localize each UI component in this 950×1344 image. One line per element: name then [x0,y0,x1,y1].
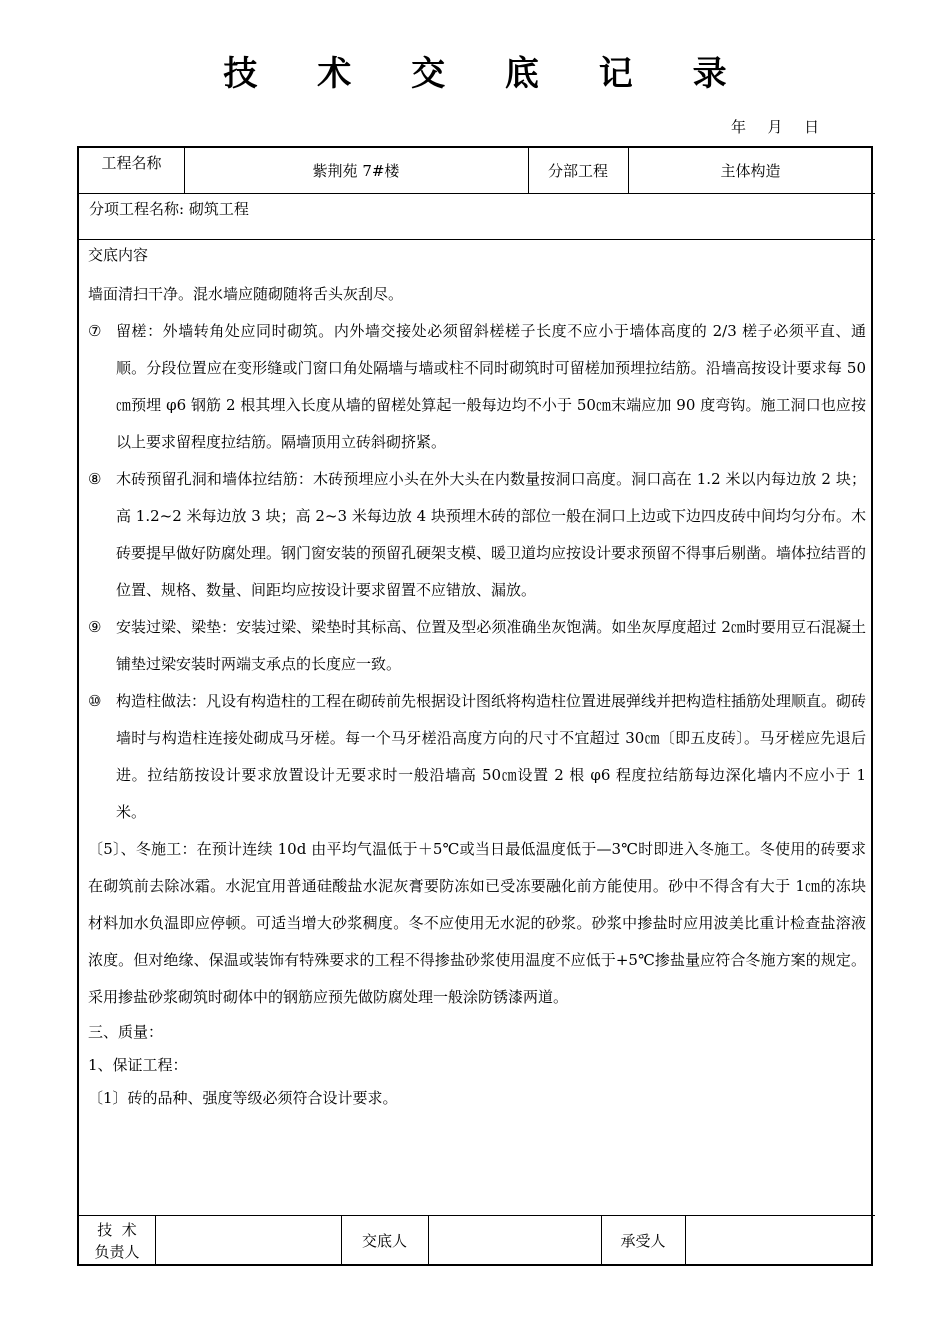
item-number: ⑦ [88,322,102,340]
list-item [88,313,866,461]
item-number: ⑧ [88,470,102,488]
tech-lead-signature[interactable] [155,1216,341,1266]
subitem-name: 分项工程名称: 砌筑工程 [89,200,249,218]
winter-construction: 〔5〕、冬施工：在预计连续 10d 由平均气温低于＋5℃或当日最低温度低于—3℃时即进入冬施工。冬使用的砖要求在砌筑前去除冰霜。水泥宜用普通硅酸盐水泥灰膏要防冻如已受冻要融化前方能使用。砂中不得含有大于 1㎝的冻块材料加水负温即应停顿。可适当增大砂浆稠度。冬不应使用无水泥的砂浆。砂浆中掺盐时应用波美比重计检查盐溶液浓度。但对绝缘、保温或装饰有特殊要求的工程不得掺盐砂浆使用温度不应低于+5℃掺盐量应符合冬施方案的规定。采用掺盐砂浆砌筑时砌体中的钢筋应预先做防腐处理一般涂防锈漆两道。 [88,840,866,1006]
project-name-value: 紫荆苑 7#楼 [312,162,400,180]
guarantee-heading: 1、保证工程： [88,1056,188,1074]
receiver-label: 承受人 [620,1232,666,1250]
content-area [88,242,866,1115]
content-intro: 墙面清扫干净。混水墙应随砌随将舌头灰刮尽。 [88,285,404,303]
list-item [88,609,866,683]
guarantee-item: 〔1〕砖的品种、强度等级必须符合设计要求。 [88,1089,398,1107]
tech-lead-label-line2: 负责人 [94,1243,140,1261]
page-title: 技 术 交 底 记 录 [223,54,751,94]
handover-label: 交底人 [361,1232,407,1250]
quality-heading: 三、质量： [88,1023,164,1041]
item-text: 留槎：外墙转角处应同时砌筑。内外墙交接处必须留斜槎槎子长度不应小于墙体高度的 2/3 槎子必须平直、通顺。分段位置应在变形缝或门窗口角处隔墙与墙或柱不同时砌筑时可留槎加预埋拉结筋。沿墙高按设计要求每 50㎝预埋 φ6 钢筋 2 根其埋入长度从墙的留槎处算起一般每边均不小于 50㎝末端应加 90 度弯钩。施工洞口也应按以上要求留程度拉结筋。隔墙顶用立砖斜砌挤紧。 [116,322,866,451]
row-divider [79,193,875,194]
row-divider [79,239,875,240]
record-table [77,146,873,1266]
item-text: 木砖预留孔洞和墙体拉结筋：木砖预埋应小头在外大头在内数量按洞口高度。洞口高在 1.2 米以内每边放 2 块；高 1.2~2 米每边放 3 块；高 2~3 米每边放 4 块预埋木砖的部位一般在洞口上边或下边四皮砖中间均匀分布。木砖要提早做好防腐处理。钢门窗安装的预留孔硬架支模、暖卫道均应按设计要求预留不得事后剔凿。墙体拉结晋的位置、规格、数量、间距均应按设计要求留置不应错放、漏放。 [116,470,867,599]
item-text: 构造柱做法：凡设有构造柱的工程在砌砖前先根据设计图纸将构造柱位置进展弹线并把构造柱插筋处理顺直。砌砖墙时与构造柱连接处砌成马牙槎。每一个马牙槎沿高度方向的尺寸不宜超过 30㎝〔即五皮砖〕。马牙槎应先退后进。拉结筋按设计要求放置设计无要求时一般沿墙高 50㎝设置 2 根 φ6 程度拉结筋每边深化墙内不应小于 1 米。 [116,692,867,821]
project-name-label: 工程名称 [101,154,162,172]
item-text: 安装过梁、梁垫：安装过梁、梁垫时其标高、位置及型必须准确坐灰饱满。如坐灰厚度超过 2㎝时要用豆石混凝土铺垫过梁安装时两端支承点的长度应一致。 [116,618,866,673]
tech-lead-label-line1: 技 术 [97,1221,137,1239]
division-value: 主体构造 [720,162,781,180]
tech-lead-label [79,1216,155,1266]
list-item [88,461,866,609]
handover-signature[interactable] [428,1216,601,1266]
item-number: ⑩ [88,692,102,710]
date-label: 年 月 日 [731,118,820,136]
item-number: ⑨ [88,618,102,636]
division-label: 分部工程 [547,162,608,180]
content-heading: 交底内容 [88,246,149,264]
receiver-signature[interactable] [685,1216,873,1266]
list-item [88,683,866,831]
